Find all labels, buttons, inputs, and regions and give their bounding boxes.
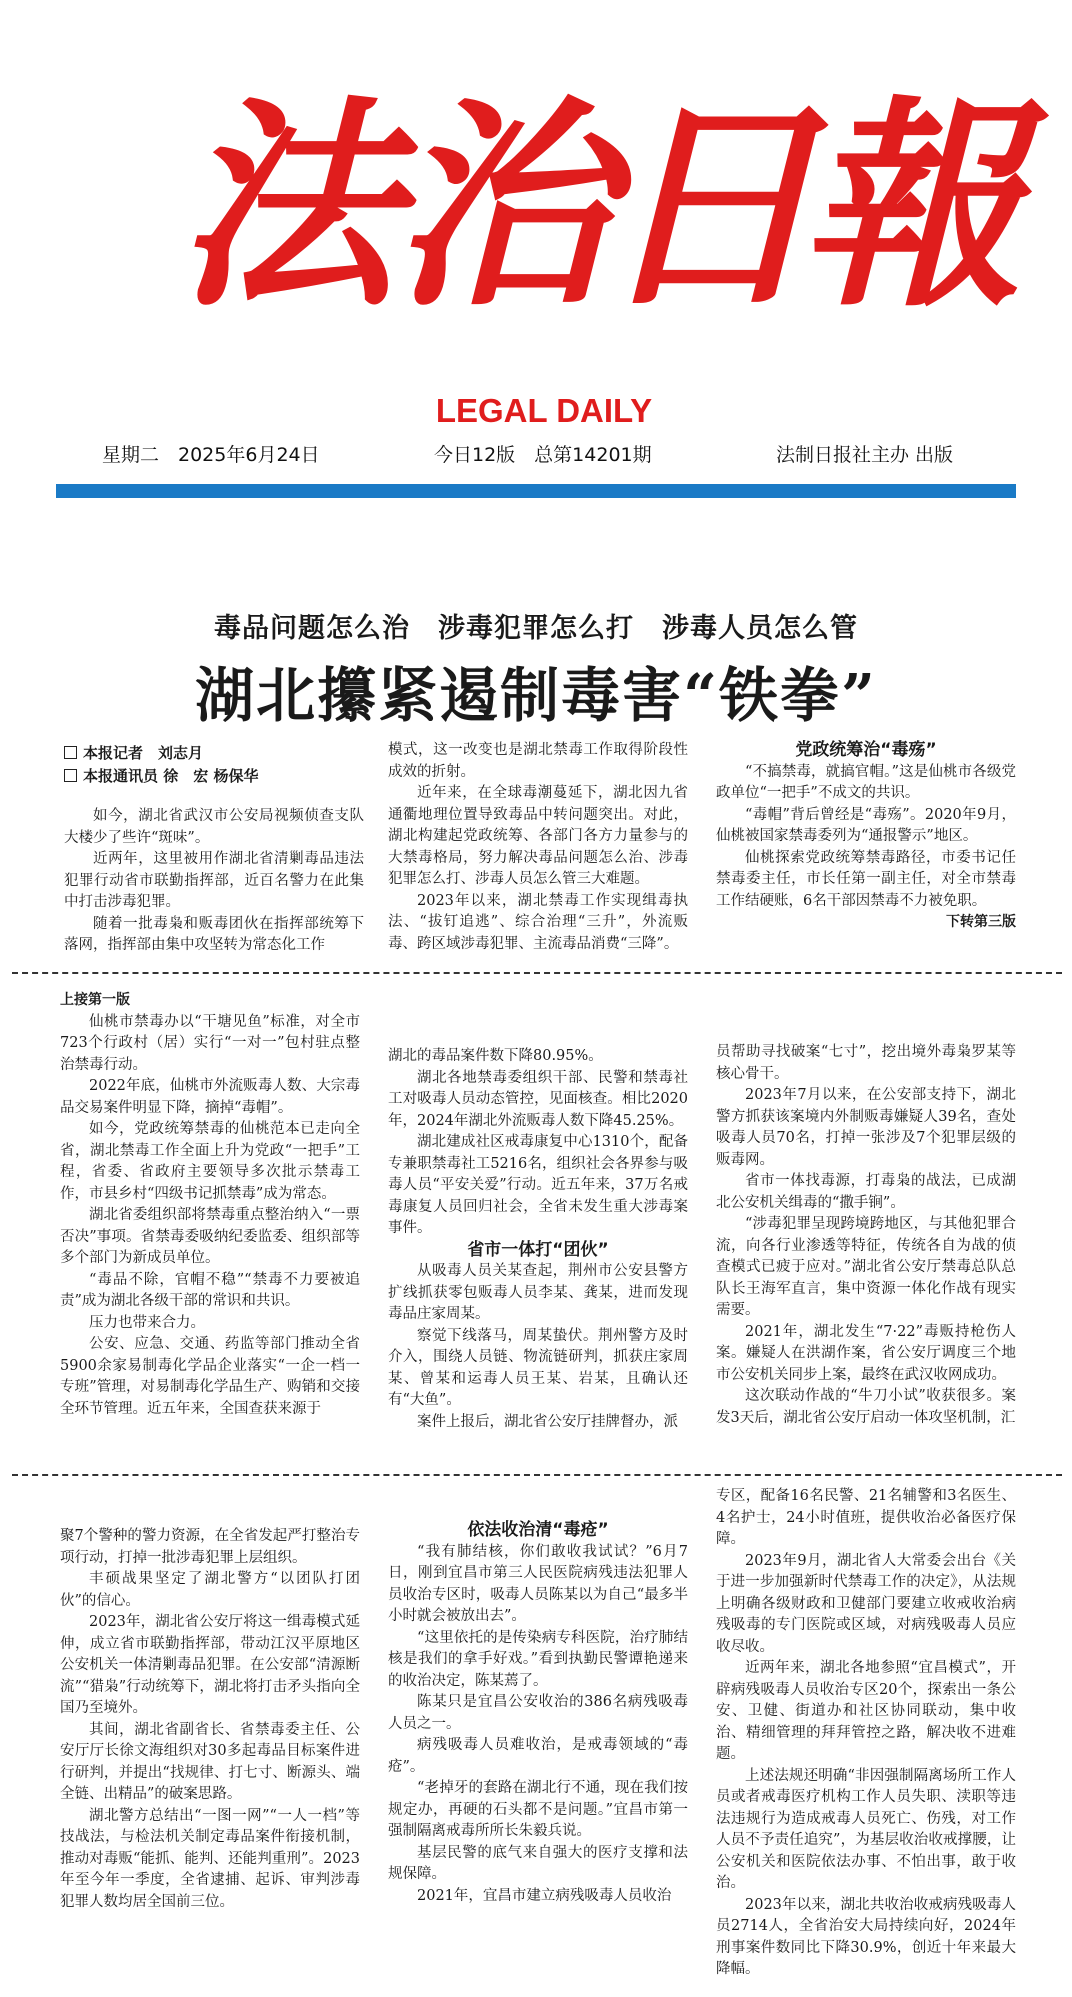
top-column-1 [64,806,364,957]
paragraph: 压力也带来合力。 [89,1314,205,1331]
paragraph: 湖北的毒品案件数下降80.95%。 [388,1048,603,1064]
masthead [0,0,1072,500]
section-subhead: 依法收治清“毒疮” [467,1520,609,1540]
paragraph: 2023年，湖北省公安厅将这一缉毒模式延伸，成立省市联勤指挥部，带动江汉平原地区公安机关一体清剿毒品犯罪。在公安部“清源断流”“猎枭”行动统筹下，湖北将打击矛头指向全国乃至境外。 [60,1614,360,1716]
byline-correspondent: 本报通讯员 徐 宏 杨保华 [64,765,258,786]
paragraph: 2023年以来，湖北共收治收戒病残吸毒人员2714人，全省治安大局持续向好，2024年刑事案件数同比下降30.9%，创近十年来最大降幅。 [716,1896,1016,1977]
paragraph: 2023年以来，湖北禁毒工作实现缉毒执法、“拔钉追逃”、综合治理“三升”，外流贩毒、跨区域涉毒犯罪、主流毒品消费“三降”。 [388,892,688,952]
paragraph: “我有肺结核，你们敢收我试试？”6月7日，刚到宜昌市第三人民医院病残违法犯罪人员收治专区时，吸毒人员陈某以为自己“最多半小时就会被放出去”。 [388,1543,688,1624]
bottom-column-3 [716,1486,1016,1981]
paragraph: 模式，这一改变也是湖北禁毒工作取得阶段性成效的折射。 [388,742,688,780]
section-subhead: 省市一体打“团伙” [467,1239,609,1260]
article-headline: 湖北攥紧遏制毒害“铁拳” [195,661,877,730]
continued-label: 上接第一版 [60,992,130,1008]
mid-column-2 [388,1046,688,1433]
byline-reporter: 本报记者 刘志月 [64,742,203,763]
paragraph: 察觉下线落马，周某蛰伏。荆州警方及时介入，围绕人员链、物流链研判，抓获庄家周某、曾某和运毒人员王某、岩某，且确认还有“大鱼”。 [388,1327,688,1408]
paragraph: “老掉牙的套路在湖北行不通，现在我们按规定办，再硬的石头都不是问题。”宜昌市第一强制隔离戒毒所所长朱毅兵说。 [388,1780,688,1839]
paragraph: 湖北警方总结出“一图一网”“一人一档”等技战法，与检法机关制定毒品案件衔接机制，推动对毒贩“能抓、能判、还能判重刑”。2023年至今年一季度，全省逮捕、起诉、审判涉毒犯罪人数均居全国前三位。 [60,1807,360,1910]
paragraph: 近两年来，湖北各地参照“宜昌模式”，开辟病残吸毒人员收治专区20个，探索出一条公安、卫健、街道办和社区协同联动，集中收治、精细管理的拜拜管控之路，解决收不进难题。 [716,1660,1016,1762]
checkbox-square-icon [64,769,77,782]
issue-edition: 今日12版 总第14201期 [434,444,652,466]
paragraph: 2021年，宜昌市建立病残吸毒人员收治 [417,1887,672,1904]
paragraph: 如今，党政统筹禁毒的仙桃范本已走向全省，湖北禁毒工作全面上升为党政“一把手”工程，省委、省政府主要领导多次批示禁毒工作，市县乡村“四级书记抓禁毒”成为常态。 [60,1121,360,1202]
paragraph: 上述法规还明确“非因强制隔离场所工作人员或者戒毒医疗机构工作人员失职、渎职等违法违规行为造成戒毒人员死亡、伤残，对工作人员不予责任追究”，为基层收治收戒撑腰，让公安机关和医院依法办事、不怕出事，敢于收治。 [716,1767,1016,1891]
paragraph: 仙桃市禁毒办以“干塘见鱼”标准，对全市723个行政村（居）实行“一对一”包村驻点整治禁毒行动。 [60,1013,360,1073]
top-column-3 [716,740,1016,934]
publisher: 法制日报社主办 出版 [776,444,954,466]
paragraph: 公安、应急、交通、药监等部门推动全省5900余家易制毒化学品企业落实“一企一档一专班”管理，对易制毒化学品生产、购销和交接全环节管理。近五年来，全国查获来源于 [60,1336,360,1417]
mid-column-1 [60,990,360,1420]
paragraph: 湖北省委组织部将禁毒重点整治纳入“一票否决”事项。省禁毒委吸纳纪委监委、组织部等多个部门为新成员单位。 [60,1207,360,1266]
paragraph: “毒品不除，官帽不稳”“禁毒不力要被追责”成为湖北各级干部的常识和共识。 [60,1271,360,1309]
logo-char-ri: 日 [596,77,818,337]
paragraph: 基层民警的底气来自强大的医疗支撑和法规保障。 [388,1844,688,1882]
paragraph: 2022年底，仙桃市外流贩毒人数、大宗毒品交易案件明显下降，摘掉“毒帽”。 [60,1078,360,1116]
paragraph: 2023年7月以来，在公安部支持下，湖北警方抓获该案境内外制贩毒嫌疑人39名，查处吸毒人员70名，打掉一张涉及7个犯罪层级的贩毒网。 [716,1087,1016,1168]
paragraph: 近两年，这里被用作湖北省清剿毒品违法犯罪行动省市联勤指挥部，近百名警力在此集中打击涉毒犯罪。 [64,851,364,910]
paragraph: “这里依托的是传染病专科医院，治疗肺结核是我们的拿手好戏。”看到执勤民警谭艳递来的收治决定，陈某蔫了。 [388,1629,688,1689]
logo-english: LEGAL DAILY [435,392,653,429]
paragraph: 湖北各地禁毒委组织干部、民警和禁毒社工对吸毒人员动态管控，见面核查。相比2020年，2024年湖北外流贩毒人数下降45.25%。 [388,1069,688,1129]
bottom-column-2 [388,1520,688,1907]
paragraph: 从吸毒人员关某查起，荆州市公安县警方扩线抓获零包贩毒人员李某、龚某，进而发现毒品庄家周某。 [388,1263,688,1322]
paragraph: 病残吸毒人员难收治，是戒毒领域的“毒疮”。 [388,1737,688,1775]
logo-char-bao: 報 [800,77,1022,337]
paragraph: “毒帽”背后曾经是“毒殇”。2020年9月，仙桃被国家禁毒委列为“通报警示”地区。 [716,806,1016,844]
logo-char-fa: 法 [176,77,398,337]
paragraph: 省市一体找毒源，打毒枭的战法，已成湖北公安机关缉毒的“撒手锏”。 [716,1173,1016,1211]
paragraph: “不搞禁毒，就搞官帽。”这是仙桃市各级党政单位“一把手”不成文的共识。 [716,763,1016,801]
paragraph: 丰硕战果坚定了湖北警方“以团队打团伙”的信心。 [60,1571,360,1609]
section-divider [12,1474,1062,1476]
paragraph: “涉毒犯罪呈现跨境跨地区，与其他犯罪合流，向各行业渗透等特征，传统各自为战的侦查模式已疲于应对。”湖北省公安厅禁毒总队总队长王海军直言，集中资源一体化作战有现实需要。 [716,1216,1016,1318]
section-divider [12,972,1062,974]
paragraph: 近年来，在全球毒潮蔓延下，湖北因九省通衢地理位置导致毒品中转问题突出。对此，湖北构建起党政统筹、各部门各方力量参与的大禁毒格局，努力解决毒品问题怎么治、涉毒犯罪怎么打、涉毒人员怎么管三大难题。 [388,785,688,887]
jump-line: 下转第三版 [946,914,1016,930]
paragraph: 员帮助寻找破案“七寸”，挖出境外毒枭罗某等核心骨干。 [716,1044,1016,1082]
paragraph: 湖北建成社区戒毒康复中心1310个，配备专兼职禁毒社工5216名，组织社会各界参与吸毒人员“平安关爱”行动。近五年来，37万名戒毒康复人员回归社会，全省未发生重大涉毒案事件。 [388,1134,688,1236]
paragraph: 如今，湖北省武汉市公安局视频侦查支队大楼少了些许“斑味”。 [64,808,364,846]
mid-column-3 [716,1042,1016,1429]
paragraph: 陈某只是宜昌公安收治的386名病残吸毒人员之一。 [388,1694,688,1732]
paragraph: 这次联动作战的“牛刀小试”收获很多。案发3天后，湖北省公安厅启动一体攻坚机制，汇 [716,1388,1016,1426]
paragraph: 其间，湖北省副省长、省禁毒委主任、公安厅厅长徐文海组织对30多起毒品目标案件进行研判，并提出“找规律、打七寸、断源头、端全链、出精品”的破案思路。 [60,1721,360,1802]
paragraph: 随着一批毒枭和贩毒团伙在指挥部统筹下落网，指挥部由集中攻坚转为常态化工作 [64,915,364,953]
paragraph: 2021年，湖北发生“7·22”毒贩持枪伤人案。嫌疑人在洪湖作案，省公安厅调度三个地市公安机关同步上案，最终在武汉收网成功。 [716,1323,1016,1383]
paragraph: 仙桃探索党政统筹禁毒路径，市委书记任禁毒委主任，市长任第一副主任，对全市禁毒工作结硬账，6名干部因禁毒不力被免职。 [716,849,1016,909]
paragraph: 2023年9月，湖北省人大常委会出台《关于进一步加强新时代禁毒工作的决定》，从法规上明确各级财政和卫健部门要建立收戒收治病残吸毒的专门医院或区域，对病残吸毒人员应收尽收。 [716,1552,1016,1655]
checkbox-square-icon [64,746,77,759]
bottom-column-1 [60,1526,360,1913]
article-kicker: 毒品问题怎么治 涉毒犯罪怎么打 涉毒人员怎么管 [214,613,858,644]
issue-date: 星期二 2025年6月24日 [102,444,320,466]
masthead-divider [56,484,1016,498]
top-column-2 [388,740,688,955]
paragraph: 案件上报后，湖北省公安厅挂牌督办，派 [417,1413,678,1430]
paragraph: 专区，配备16名民警、21名辅警和3名医生、4名护士，24小时值班，提供收治必备医疗保障。 [716,1488,1016,1547]
paragraph: 聚7个警种的警力资源，在全省发起严打整治专项行动，打掉一批涉毒犯罪上层组织。 [60,1528,360,1566]
logo-char-zhi: 治 [390,77,612,337]
section-subhead: 党政统筹治“毒殇” [795,740,937,760]
